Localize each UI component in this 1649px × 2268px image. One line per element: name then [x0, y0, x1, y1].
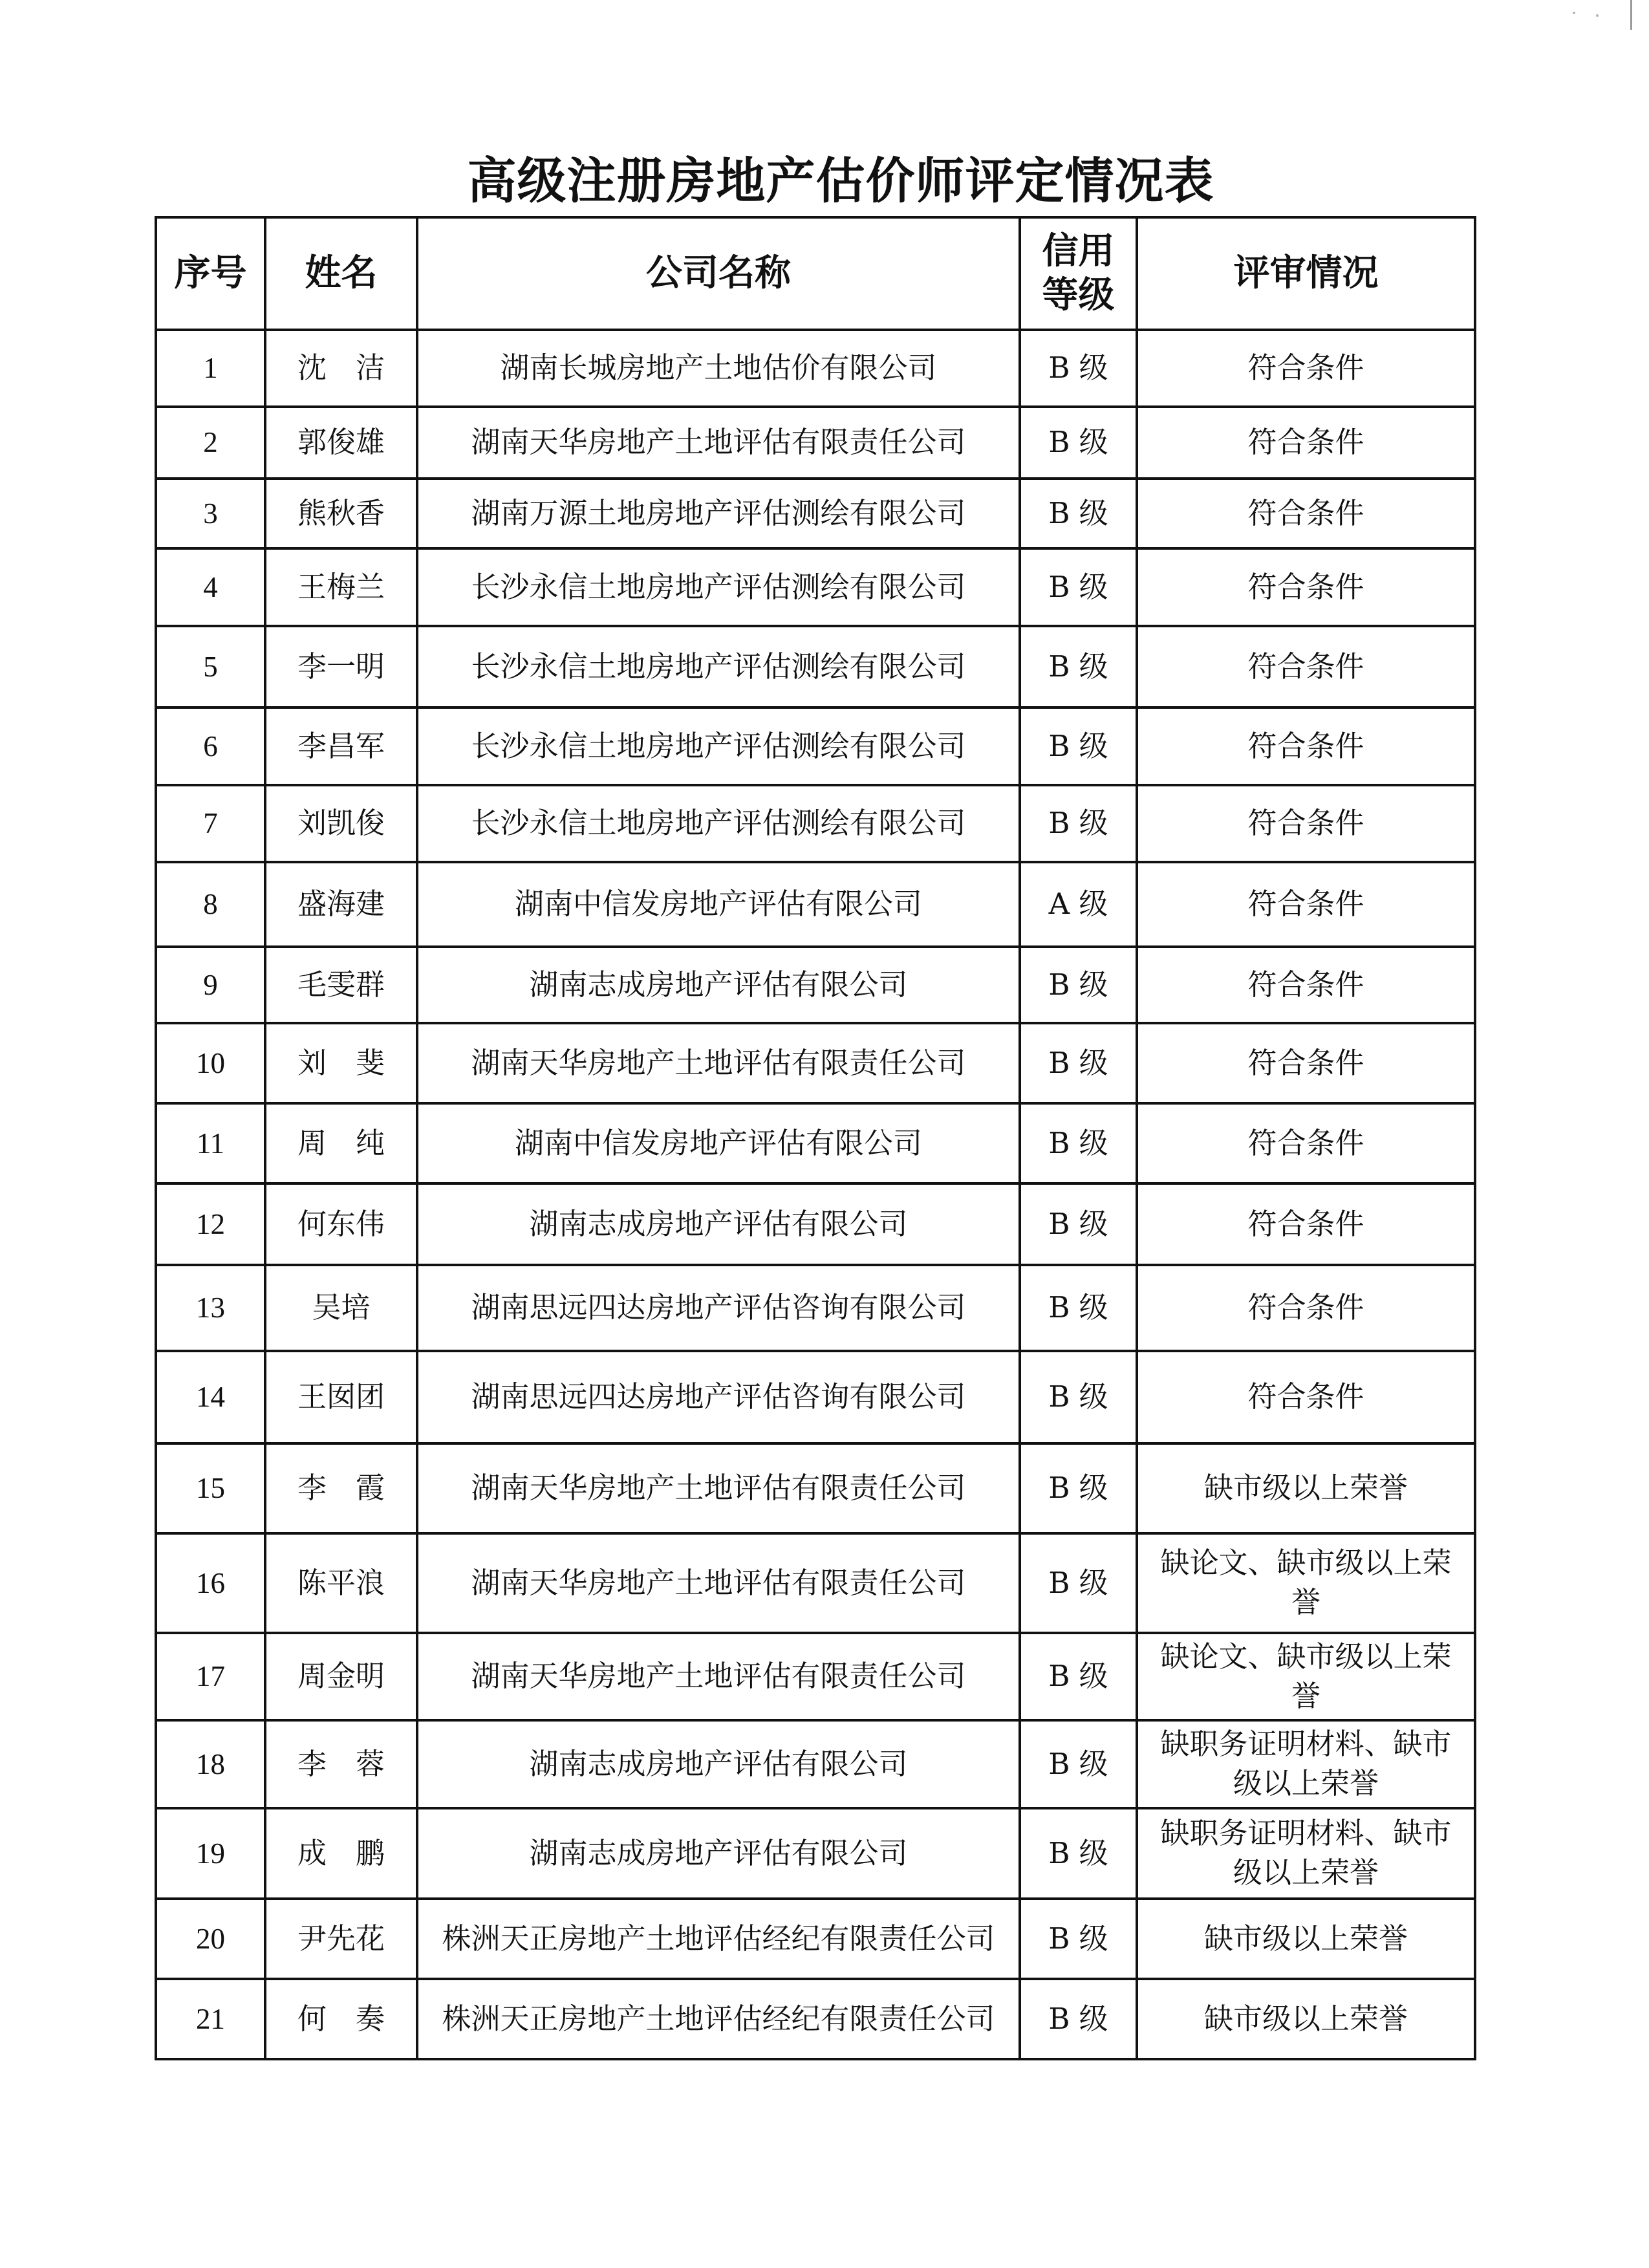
name-cell	[265, 862, 417, 947]
name-cell	[265, 1899, 417, 1979]
seq-text: 6	[203, 729, 218, 762]
credit-text: B 级	[1048, 1045, 1108, 1080]
name-cell	[265, 1979, 417, 2059]
credit-text: B 级	[1048, 806, 1108, 841]
name-text: 何东伟	[297, 1206, 385, 1241]
scan-edge-line	[1630, 0, 1632, 30]
credit-cell	[1020, 479, 1137, 548]
company-cell	[417, 1443, 1020, 1533]
review-text: 缺市级以上荣誉	[1203, 1471, 1408, 1506]
seq-text: 14	[196, 1381, 225, 1414]
credit-cell	[1020, 1979, 1137, 2059]
header-credit-text: 信用等级	[1042, 230, 1115, 316]
table-row	[156, 1899, 1475, 1979]
company-cell	[417, 1899, 1020, 1979]
credit-cell	[1020, 1103, 1137, 1183]
review-text: 符合条件	[1247, 1045, 1364, 1080]
credit-text: B 级	[1048, 1921, 1108, 1956]
company-text: 株洲天正房地产土地评估经纪有限责任公司	[442, 2001, 995, 2036]
company-text: 湖南天华房地产土地评估有限责任公司	[471, 1565, 966, 1600]
review-cell	[1137, 1183, 1475, 1265]
name-text: 郭俊雄	[297, 425, 385, 460]
review-cell	[1137, 1633, 1475, 1720]
seq-cell	[156, 330, 265, 407]
seq-text: 2	[203, 426, 218, 459]
header-name: 姓名	[265, 217, 417, 330]
name-cell	[265, 1351, 417, 1443]
seq-cell	[156, 1351, 265, 1443]
credit-text: B 级	[1048, 1290, 1108, 1325]
review-cell	[1137, 330, 1475, 407]
review-cell	[1137, 548, 1475, 626]
credit-text: B 级	[1048, 569, 1108, 604]
name-cell	[265, 1533, 417, 1633]
seq-text: 12	[196, 1207, 225, 1240]
company-text: 湖南志成房地产评估有限公司	[529, 967, 908, 1002]
company-cell	[417, 1808, 1020, 1899]
seq-cell	[156, 785, 265, 862]
name-cell	[265, 407, 417, 479]
company-text: 湖南长城房地产土地估价有限公司	[500, 351, 937, 385]
seq-cell	[156, 1533, 265, 1633]
credit-cell	[1020, 862, 1137, 947]
seq-cell	[156, 479, 265, 548]
company-text: 长沙永信土地房地产评估测绘有限公司	[471, 728, 966, 763]
seq-cell	[156, 626, 265, 707]
review-text: 符合条件	[1247, 495, 1364, 530]
seq-cell	[156, 407, 265, 479]
header-credit	[1020, 217, 1137, 330]
credit-cell	[1020, 1633, 1137, 1720]
review-text: 符合条件	[1247, 728, 1364, 763]
table-row	[156, 479, 1475, 548]
name-cell	[265, 330, 417, 407]
credit-text: B 级	[1048, 1379, 1108, 1414]
credit-cell	[1020, 1720, 1137, 1808]
seq-text: 11	[196, 1127, 225, 1160]
review-text: 符合条件	[1247, 887, 1364, 922]
review-cell	[1137, 1720, 1475, 1808]
table-row	[156, 1979, 1475, 2059]
credit-cell	[1020, 707, 1137, 785]
company-cell	[417, 947, 1020, 1023]
table-row	[156, 1808, 1475, 1899]
company-cell	[417, 707, 1020, 785]
name-text: 刘 斐	[297, 1045, 385, 1080]
seq-text: 21	[196, 2002, 225, 2035]
credit-cell	[1020, 785, 1137, 862]
seq-text: 8	[203, 888, 218, 921]
credit-cell	[1020, 407, 1137, 479]
review-text: 缺市级以上荣誉	[1203, 2001, 1408, 2036]
table-body	[156, 330, 1475, 2059]
seq-text: 4	[203, 570, 218, 603]
seq-cell	[156, 548, 265, 626]
seq-cell	[156, 1899, 265, 1979]
review-cell	[1137, 1443, 1475, 1533]
review-cell	[1137, 1351, 1475, 1443]
name-cell	[265, 626, 417, 707]
review-text: 符合条件	[1247, 569, 1364, 604]
name-text: 沈 洁	[297, 351, 385, 385]
review-cell	[1137, 1533, 1475, 1633]
review-text: 符合条件	[1247, 1379, 1364, 1414]
company-cell	[417, 1533, 1020, 1633]
name-text: 李昌军	[297, 728, 385, 763]
company-text: 湖南志成房地产评估有限公司	[529, 1835, 908, 1870]
table-row	[156, 1023, 1475, 1103]
company-cell	[417, 548, 1020, 626]
table-row	[156, 626, 1475, 707]
review-cell	[1137, 1808, 1475, 1899]
credit-cell	[1020, 1533, 1137, 1633]
name-cell	[265, 1633, 417, 1720]
credit-cell	[1020, 1265, 1137, 1351]
seq-text: 20	[196, 1922, 225, 1955]
table-row	[156, 1103, 1475, 1183]
review-text: 符合条件	[1247, 1125, 1364, 1160]
seq-text: 9	[203, 968, 218, 1001]
review-cell	[1137, 862, 1475, 947]
evaluation-table	[155, 216, 1476, 2060]
name-text: 李一明	[297, 649, 385, 684]
seq-cell	[156, 1265, 265, 1351]
name-cell	[265, 479, 417, 548]
company-text: 长沙永信土地房地产评估测绘有限公司	[471, 649, 966, 684]
company-cell	[417, 479, 1020, 548]
table-row	[156, 1183, 1475, 1265]
review-text: 符合条件	[1247, 425, 1364, 460]
company-text: 湖南天华房地产土地评估有限责任公司	[471, 1471, 966, 1506]
name-text: 成 鹏	[297, 1835, 385, 1870]
table-row	[156, 947, 1475, 1023]
name-text: 陈平浪	[297, 1565, 385, 1600]
name-cell	[265, 785, 417, 862]
company-cell	[417, 626, 1020, 707]
seq-text: 1	[203, 352, 218, 385]
company-text: 湖南志成房地产评估有限公司	[529, 1746, 908, 1781]
credit-cell	[1020, 947, 1137, 1023]
name-text: 毛雯群	[297, 967, 385, 1002]
name-text: 刘凯俊	[297, 806, 385, 841]
company-cell	[417, 1979, 1020, 2059]
seq-text: 18	[196, 1747, 225, 1780]
credit-text: A 级	[1048, 887, 1108, 922]
name-cell	[265, 707, 417, 785]
seq-text: 5	[203, 650, 218, 683]
review-cell	[1137, 785, 1475, 862]
name-cell	[265, 1265, 417, 1351]
review-cell	[1137, 407, 1475, 479]
seq-cell	[156, 1979, 265, 2059]
table-row	[156, 548, 1475, 626]
review-text: 符合条件	[1247, 806, 1364, 841]
name-text: 熊秋香	[297, 495, 385, 530]
name-cell	[265, 947, 417, 1023]
seq-cell	[156, 1633, 265, 1720]
company-cell	[417, 1720, 1020, 1808]
review-text: 缺职务证明材料、缺市级以上荣誉	[1160, 1727, 1452, 1800]
table-row	[156, 1265, 1475, 1351]
company-cell	[417, 1103, 1020, 1183]
seq-text: 15	[196, 1472, 225, 1505]
review-cell	[1137, 947, 1475, 1023]
company-cell	[417, 1351, 1020, 1443]
review-cell	[1137, 1899, 1475, 1979]
review-cell	[1137, 479, 1475, 548]
company-cell	[417, 1023, 1020, 1103]
table-row	[156, 707, 1475, 785]
name-text: 盛海建	[297, 887, 385, 922]
credit-cell	[1020, 330, 1137, 407]
company-text: 长沙永信土地房地产评估测绘有限公司	[471, 569, 966, 604]
seq-cell	[156, 1103, 265, 1183]
credit-cell	[1020, 1443, 1137, 1533]
credit-text: B 级	[1048, 1125, 1108, 1160]
company-cell	[417, 1633, 1020, 1720]
review-cell	[1137, 1979, 1475, 2059]
seq-text: 16	[196, 1566, 225, 1599]
review-text: 缺论文、缺市级以上荣誉	[1160, 1639, 1452, 1713]
review-text: 符合条件	[1247, 1290, 1364, 1325]
credit-cell	[1020, 548, 1137, 626]
review-cell	[1137, 1103, 1475, 1183]
credit-text: B 级	[1048, 2001, 1108, 2036]
name-cell	[265, 1103, 417, 1183]
credit-cell	[1020, 1899, 1137, 1979]
review-cell	[1137, 626, 1475, 707]
seq-text: 17	[196, 1660, 225, 1693]
company-text: 湖南天华房地产土地评估有限责任公司	[471, 425, 966, 460]
name-cell	[265, 1443, 417, 1533]
company-text: 湖南天华房地产土地评估有限责任公司	[471, 1659, 966, 1694]
table-row	[156, 1720, 1475, 1808]
seq-cell	[156, 1808, 265, 1899]
table-row	[156, 1633, 1475, 1720]
name-cell	[265, 1808, 417, 1899]
company-text: 湖南志成房地产评估有限公司	[529, 1206, 908, 1241]
review-cell	[1137, 1265, 1475, 1351]
credit-cell	[1020, 1808, 1137, 1899]
scan-speck	[1596, 14, 1599, 17]
seq-text: 13	[196, 1291, 225, 1324]
document-title: 高级注册房地产估价师评定情况表	[467, 152, 1214, 210]
credit-cell	[1020, 1351, 1137, 1443]
name-text: 吴培	[312, 1290, 371, 1325]
header-company: 公司名称	[417, 217, 1020, 330]
company-cell	[417, 1265, 1020, 1351]
credit-text: B 级	[1048, 1746, 1108, 1781]
seq-cell	[156, 1023, 265, 1103]
name-text: 尹先花	[297, 1921, 385, 1956]
review-cell	[1137, 707, 1475, 785]
table-row	[156, 1533, 1475, 1633]
company-text: 株洲天正房地产土地评估经纪有限责任公司	[442, 1921, 995, 1956]
table-row	[156, 785, 1475, 862]
credit-text: B 级	[1048, 728, 1108, 763]
company-text: 湖南思远四达房地产评估咨询有限公司	[471, 1290, 966, 1325]
seq-cell	[156, 947, 265, 1023]
company-cell	[417, 785, 1020, 862]
name-text: 周 纯	[297, 1125, 385, 1160]
company-cell	[417, 1183, 1020, 1265]
review-text: 缺论文、缺市级以上荣誉	[1160, 1546, 1452, 1619]
credit-cell	[1020, 626, 1137, 707]
name-text: 李 蓉	[297, 1746, 385, 1781]
review-text: 符合条件	[1247, 649, 1364, 684]
company-cell	[417, 407, 1020, 479]
company-text: 湖南中信发房地产评估有限公司	[514, 1125, 922, 1160]
name-cell	[265, 1183, 417, 1265]
company-text: 湖南中信发房地产评估有限公司	[514, 887, 922, 922]
name-text: 王梅兰	[297, 569, 385, 604]
review-text: 缺职务证明材料、缺市级以上荣誉	[1160, 1816, 1452, 1890]
credit-cell	[1020, 1023, 1137, 1103]
credit-cell	[1020, 1183, 1137, 1265]
company-text: 湖南天华房地产土地评估有限责任公司	[471, 1045, 966, 1080]
table-row	[156, 407, 1475, 479]
seq-text: 7	[203, 807, 218, 840]
credit-text: B 级	[1048, 495, 1108, 530]
credit-text: B 级	[1048, 1659, 1108, 1694]
name-text: 李 霞	[297, 1471, 385, 1506]
seq-text: 3	[203, 497, 218, 530]
table-header-row	[156, 217, 1475, 330]
table-row	[156, 1443, 1475, 1533]
seq-cell	[156, 707, 265, 785]
credit-text: B 级	[1048, 1835, 1108, 1870]
review-text: 符合条件	[1247, 967, 1364, 1002]
credit-text: B 级	[1048, 425, 1108, 460]
name-cell	[265, 1023, 417, 1103]
credit-text: B 级	[1048, 1565, 1108, 1600]
name-cell	[265, 548, 417, 626]
seq-cell	[156, 1183, 265, 1265]
seq-text: 10	[196, 1046, 225, 1079]
header-review: 评审情况	[1137, 217, 1475, 330]
seq-cell	[156, 1443, 265, 1533]
credit-text: B 级	[1048, 1471, 1108, 1506]
credit-text: B 级	[1048, 351, 1108, 385]
review-cell	[1137, 1023, 1475, 1103]
header-seq: 序号	[156, 217, 265, 330]
scan-speck	[1573, 12, 1575, 14]
seq-cell	[156, 1720, 265, 1808]
company-cell	[417, 330, 1020, 407]
credit-text: B 级	[1048, 649, 1108, 684]
credit-text: B 级	[1048, 967, 1108, 1002]
seq-cell	[156, 862, 265, 947]
company-text: 湖南思远四达房地产评估咨询有限公司	[471, 1379, 966, 1414]
company-cell	[417, 862, 1020, 947]
review-text: 符合条件	[1247, 1206, 1364, 1241]
name-text: 周金明	[297, 1659, 385, 1694]
table-row	[156, 1351, 1475, 1443]
company-text: 长沙永信土地房地产评估测绘有限公司	[471, 806, 966, 841]
credit-text: B 级	[1048, 1206, 1108, 1241]
seq-text: 19	[196, 1837, 225, 1870]
name-cell	[265, 1720, 417, 1808]
name-text: 何 奏	[297, 2001, 385, 2036]
table-row	[156, 330, 1475, 407]
review-text: 缺市级以上荣誉	[1203, 1921, 1408, 1956]
company-text: 湖南万源土地房地产评估测绘有限公司	[471, 495, 966, 530]
table-row	[156, 862, 1475, 947]
name-text: 王囡团	[297, 1379, 385, 1414]
review-text: 符合条件	[1247, 351, 1364, 385]
